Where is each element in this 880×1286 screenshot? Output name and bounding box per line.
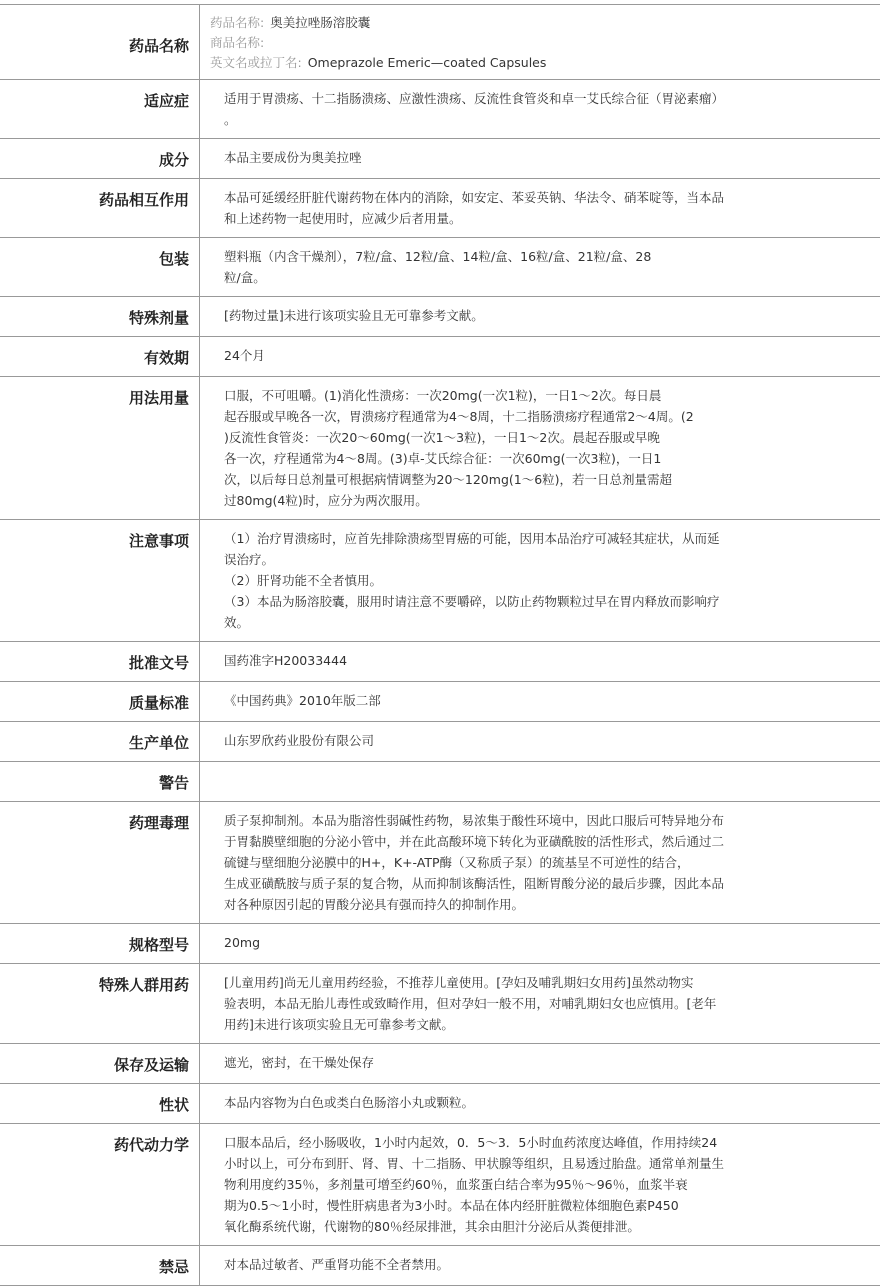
row-value: 适用于胃溃疡、十二指肠溃疡、应激性溃疡、反流性食管炎和卓一艾氏综合征（胃泌素瘤） 。 xyxy=(224,91,725,127)
row-value: [药物过量]未进行该项实验且无可靠参考文献。 xyxy=(224,308,484,323)
info-row xyxy=(0,762,880,802)
generic-name-value: 奥美拉唑肠溶胶囊 xyxy=(270,15,371,30)
generic-name-key: 药品名称: xyxy=(210,15,265,30)
row-label: 规格型号 xyxy=(0,924,200,963)
row-label: 药代动力学 xyxy=(0,1124,200,1245)
info-row xyxy=(0,1124,880,1246)
info-row xyxy=(0,722,880,762)
row-label: 药理毒理 xyxy=(0,802,200,923)
drug-name-block xyxy=(200,5,880,79)
row-label: 有效期 xyxy=(0,337,200,376)
info-row xyxy=(0,337,880,377)
row-label: 特殊剂量 xyxy=(0,297,200,336)
info-row xyxy=(0,1044,880,1084)
row-label: 特殊人群用药 xyxy=(0,964,200,1043)
row-label: 包装 xyxy=(0,238,200,296)
row-value: 国药准字H20033444 xyxy=(224,653,348,668)
info-row xyxy=(0,80,880,139)
row-label: 批准文号 xyxy=(0,642,200,681)
row-value xyxy=(200,762,880,801)
row-value: 本品主要成份为奥美拉唑 xyxy=(224,150,362,165)
row-label: 用法用量 xyxy=(0,377,200,519)
row-label: 注意事项 xyxy=(0,520,200,641)
row-value: 24个月 xyxy=(224,348,265,363)
info-row xyxy=(0,139,880,179)
row-label: 禁忌 xyxy=(0,1246,200,1285)
row-value: 口服本品后，经小肠吸收，1小时内起效，0．5～3．5小时血药浓度达峰值，作用持续24 小时以上，可分布到肝、肾、胃、十二指肠、甲状腺等组织，且易透过胎盘。通常单剂量生 物利用度约35％，多剂量可增至约60％，血浆蛋白结合率为95％～96％，血浆半衰 期为0.5～1小时，慢性肝病患者为3小时。本品在体内经肝脏微粒体细胞色素P450 氧化酶系统代谢，代谢物的80％经尿排泄，其余由胆汁分泌后从粪便排泄。 xyxy=(224,1135,725,1234)
info-row xyxy=(0,682,880,722)
info-row xyxy=(0,377,880,520)
info-row xyxy=(0,964,880,1044)
row-label: 保存及运输 xyxy=(0,1044,200,1083)
row-label: 生产单位 xyxy=(0,722,200,761)
english-name-key: 英文名或拉丁名: xyxy=(210,55,302,70)
row-value: 质子泵抑制剂。本品为脂溶性弱碱性药物，易浓集于酸性环境中，因此口服后可特异地分布 于胃黏膜壁细胞的分泌小管中，并在此高酸环境下转化为亚磺酰胺的活性形式，然后通过二 硫键与壁细胞分泌膜中的H+，K+-ATP酶（又称质子泵）的巯基呈不可逆性的结合， 生成亚磺酰胺与质子泵的复合物，从而抑制该酶活性，阻断胃酸分泌的最后步骤，因此本品 对各种原因引起的胃酸分泌具有强而持久的抑制作用。 xyxy=(224,813,725,912)
row-value: 对本品过敏者、严重肾功能不全者禁用。 xyxy=(224,1257,450,1272)
row-value: 口服，不可咀嚼。(1)消化性溃疡：一次20mg(一次1粒)，一日1～2次。每日晨 起吞服或早晚各一次，胃溃疡疗程通常为4～8周，十二指肠溃疡疗程通常2～4周。(2 )反流性食管炎：一次20～60mg(一次1～3粒)，一日1～2次。晨起吞服或早晚 各一次，疗程通常为4～8周。(3)卓-艾氏综合征：一次60mg(一次3粒)，一日1 次，以后每日总剂量可根据病情调整为20～120mg(1～6粒)，若一日总剂量需超 过80mg(4粒)时，应分为两次服用。 xyxy=(224,388,694,508)
row-value: 《中国药典》2010年版二部 xyxy=(224,693,381,708)
row-value: （1）治疗胃溃疡时，应首先排除溃疡型胃癌的可能，因用本品治疗可减轻其症状，从而延 误治疗。 （2）肝肾功能不全者慎用。 （3）本品为肠溶胶囊，服用时请注意不要嚼碎，以防止药物颗粒过早在胃内释放而影响疗 效。 xyxy=(224,531,720,630)
drug-info-table xyxy=(0,4,880,1286)
row-label: 性状 xyxy=(0,1084,200,1123)
row-value: 本品内容物为白色或类白色肠溶小丸或颗粒。 xyxy=(224,1095,475,1110)
info-row xyxy=(0,1084,880,1124)
info-row xyxy=(0,642,880,682)
rows-container xyxy=(0,80,880,1286)
info-row xyxy=(0,924,880,964)
row-value: 山东罗欣药业股份有限公司 xyxy=(224,733,375,748)
row-drug-name xyxy=(0,5,880,80)
info-row xyxy=(0,238,880,297)
row-label: 警告 xyxy=(0,762,200,801)
row-value: [儿童用药]尚无儿童用药经验，不推荐儿童使用。[孕妇及哺乳期妇女用药]虽然动物实 验表明，本品无胎儿毒性或致畸作用，但对孕妇一般不用，对哺乳期妇女也应慎用。[老年 用药]未进行该项实验且无可靠参考文献。 xyxy=(224,975,717,1032)
row-value: 20mg xyxy=(224,935,261,950)
row-value: 塑料瓶（内含干燥剂），7粒/盒、12粒/盒、14粒/盒、16粒/盒、21粒/盒、28 粒/盒。 xyxy=(224,249,652,285)
row-label: 药品名称 xyxy=(0,5,200,79)
row-label: 质量标准 xyxy=(0,682,200,721)
row-value: 遮光，密封，在干燥处保存 xyxy=(224,1055,375,1070)
info-row xyxy=(0,179,880,238)
english-name-value: Omeprazole Emeric—coated Capsules xyxy=(307,55,547,70)
info-row xyxy=(0,1246,880,1286)
info-row xyxy=(0,297,880,337)
info-row xyxy=(0,802,880,924)
row-label: 成分 xyxy=(0,139,200,178)
row-label: 药品相互作用 xyxy=(0,179,200,237)
info-row xyxy=(0,520,880,642)
trade-name-key: 商品名称: xyxy=(210,35,265,50)
row-value: 本品可延缓经肝脏代谢药物在体内的消除，如安定、苯妥英钠、华法令、硝苯啶等，当本品 和上述药物一起使用时，应减少后者用量。 xyxy=(224,190,725,226)
row-label: 适应症 xyxy=(0,80,200,138)
